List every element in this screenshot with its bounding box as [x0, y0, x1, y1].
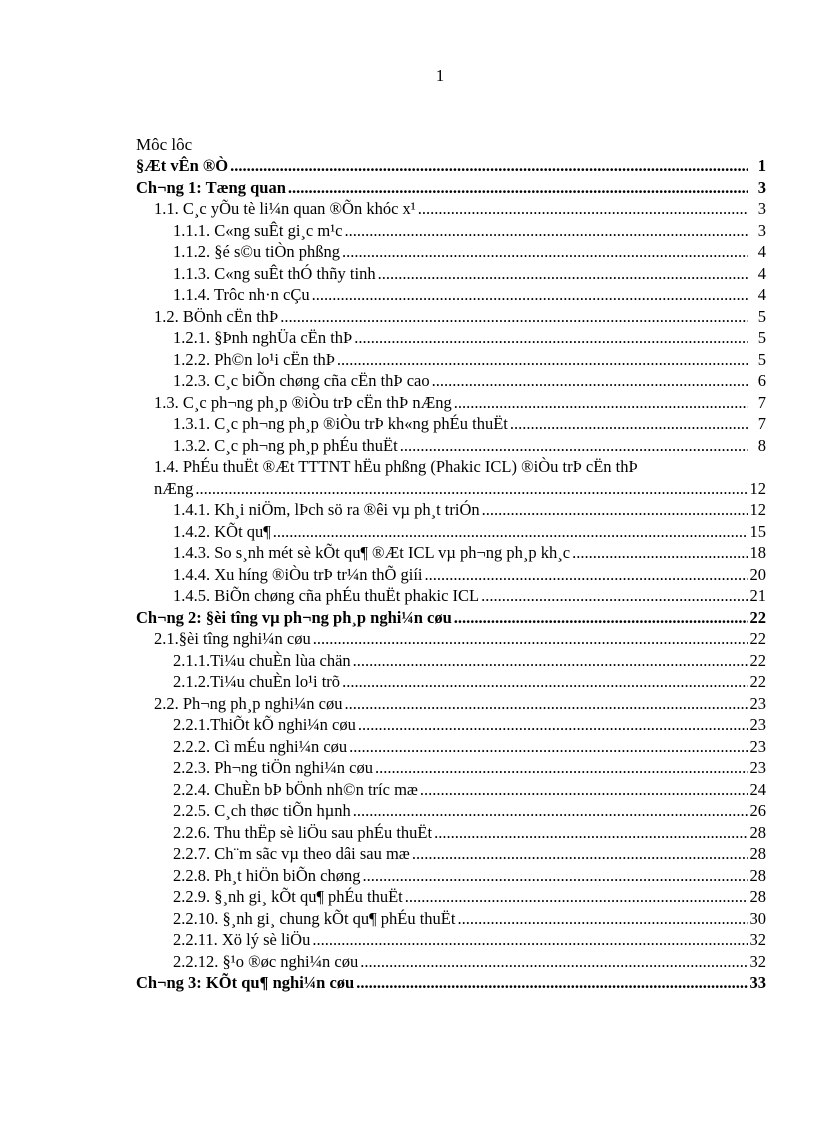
toc-entry-page: 32	[749, 930, 766, 949]
dot-leader	[358, 714, 748, 736]
dot-leader	[400, 435, 748, 457]
toc-entry-page: 1	[757, 156, 766, 175]
dot-leader	[312, 284, 748, 306]
toc-entry-label: 2.2.1.ThiÕt kÕ nghi¼n cøu	[173, 715, 356, 734]
page-number: 1	[435, 66, 445, 85]
toc-entry-page: 12	[749, 478, 766, 498]
toc-entry-label: 2.2.12. §¹o ®øc nghi¼n cøu	[173, 951, 359, 971]
dot-leader	[353, 800, 748, 822]
dot-leader	[313, 628, 748, 650]
dot-leader	[454, 392, 748, 414]
toc-entry[interactable]	[136, 413, 766, 435]
toc-entry-label: 2.2.10. §¸nh gi¸ chung kÕt qu¶ phÉu thuËt	[173, 908, 456, 928]
toc-entry-page: 6	[757, 371, 766, 390]
toc-entry[interactable]	[136, 865, 766, 887]
toc-entry[interactable]	[136, 220, 766, 242]
toc-entry[interactable]	[136, 951, 766, 973]
dot-leader	[481, 585, 747, 607]
toc-entry[interactable]	[136, 241, 766, 263]
dot-leader	[288, 177, 748, 199]
toc-entry[interactable]	[136, 800, 766, 822]
toc-entry-label: 1.3. C¸c ph¬ng ph¸p ®iÒu trÞ cËn thÞ nÆng	[154, 392, 452, 412]
toc-entries	[136, 155, 766, 994]
toc-entry-label: 2.2.3. Ph¬ng tiÖn nghi¼n cøu	[173, 758, 373, 777]
toc-entry-label: 2.1.2.Ti¼u chuÈn lo¹i trõ	[173, 672, 341, 691]
toc-entry[interactable]	[136, 886, 766, 908]
toc-entry-page: 26	[749, 801, 766, 820]
table-of-contents	[136, 134, 766, 994]
toc-entry[interactable]	[136, 263, 766, 285]
toc-entry-label: 2.2.6. Thu thËp sè liÖu sau phÉu thuËt	[173, 822, 433, 842]
toc-entry[interactable]	[136, 177, 766, 199]
dot-leader	[353, 650, 748, 672]
toc-entry-line	[136, 456, 766, 478]
toc-entry-page: 28	[749, 844, 766, 863]
toc-entry-label: 2.2. Ph¬ng ph¸p nghi¼n cøu	[154, 693, 343, 713]
toc-entry-page: 20	[749, 564, 766, 584]
dot-leader	[195, 478, 747, 500]
toc-entry-page: 32	[749, 951, 766, 971]
toc-entry-page: 21	[749, 586, 766, 605]
toc-entry-label: §Æt vÊn ®Ò	[136, 156, 229, 175]
toc-entry-label: 1.3.2. C¸c ph¬ng ph¸p phÉu thuËt	[173, 435, 398, 455]
dot-leader	[344, 220, 748, 242]
toc-entry-label: 2.2.9. §¸nh gi¸ kÕt qu¶ phÉu thuËt	[173, 887, 403, 906]
toc-entry[interactable]	[136, 693, 766, 715]
toc-entry-label: 1.4.1. Kh¸i niÖm, lÞch sö ra ®êi vµ ph¸t triÓn	[173, 500, 480, 519]
toc-entry[interactable]	[136, 585, 766, 607]
toc-entry[interactable]	[136, 607, 766, 629]
toc-entry[interactable]	[136, 650, 766, 672]
toc-entry-label: 1.1.3. C«ng suÊt thÓ thñy tinh	[173, 263, 376, 283]
toc-entry-page: 8	[757, 435, 766, 455]
toc-entry-label: 1.4. PhÉu thuËt ®Æt TTTNT hËu phßng (Phakic ICL) ®iÒu trÞ cËn thÞ	[154, 457, 638, 476]
dot-leader	[337, 349, 748, 371]
toc-entry[interactable]	[136, 628, 766, 650]
toc-entry-page: 22	[749, 629, 766, 648]
toc-entry-label: 2.1.1.Ti¼u chuÈn lùa chän	[173, 650, 351, 670]
dot-leader	[572, 542, 747, 564]
dot-leader	[405, 886, 748, 908]
toc-entry-page: 28	[749, 865, 766, 885]
dot-leader	[356, 972, 747, 994]
dot-leader	[354, 327, 748, 349]
toc-entry[interactable]	[136, 929, 766, 951]
toc-entry[interactable]	[136, 736, 766, 758]
dot-leader	[349, 736, 747, 758]
toc-entry-page: 5	[757, 306, 766, 326]
toc-entry-label: 1.4.5. BiÕn chøng cña phÉu thuËt phakic ICL	[173, 586, 480, 605]
toc-entry-page: 7	[757, 392, 766, 412]
toc-entry-page: 23	[749, 715, 766, 734]
toc-entry-page: 28	[749, 887, 766, 906]
toc-entry-page: 24	[749, 779, 766, 799]
toc-entry-page: 12	[749, 500, 766, 519]
toc-entry-label: 2.2.8. Ph¸t hiÖn biÕn chøng	[173, 865, 361, 885]
toc-entry[interactable]	[136, 198, 766, 220]
toc-entry-label: 2.1.§èi tîng nghi¼n cøu	[154, 629, 311, 648]
toc-title: Môc lôc	[136, 135, 193, 154]
toc-entry-page: 18	[749, 543, 766, 562]
toc-entry-page: 15	[749, 521, 766, 541]
dot-leader	[345, 693, 748, 715]
toc-entry[interactable]	[136, 435, 766, 457]
toc-entry-label: 1.2.2. Ph©n lo¹i cËn thÞ	[173, 349, 335, 369]
toc-entry[interactable]	[136, 757, 766, 779]
toc-entry-label: Ch¬ng 1: Tæng quan	[136, 177, 286, 197]
toc-entry[interactable]	[136, 306, 766, 328]
toc-entry-label: Ch¬ng 2: §èi tîng vµ ph¬ng ph¸p nghi¼n cøu	[136, 607, 452, 627]
toc-entry-page: 33	[749, 973, 766, 992]
toc-entry-page: 23	[749, 693, 766, 713]
toc-entry-page: 30	[749, 908, 766, 928]
dot-leader	[362, 865, 747, 887]
dot-leader	[412, 843, 748, 865]
toc-entry-label: 1.2.1. §Þnh nghÜa cËn thÞ	[173, 328, 353, 347]
toc-entry-page: 22	[749, 607, 766, 627]
toc-entry-label: 2.2.7. Ch¨m sãc vµ theo dâi sau mæ	[173, 844, 410, 863]
toc-entry-label: 1.4.2. KÕt qu¶	[173, 521, 271, 541]
toc-entry-page: 5	[757, 349, 766, 369]
toc-entry[interactable]	[136, 843, 766, 865]
toc-entry-page: 22	[749, 650, 766, 670]
dot-leader	[482, 499, 748, 521]
toc-entry-label: 1.2. BÖnh cËn thÞ	[154, 306, 279, 326]
toc-entry-label: Ch¬ng 3: KÕt qu¶ nghi¼n cøu	[136, 973, 355, 992]
toc-entry-page: 22	[749, 672, 766, 691]
toc-entry[interactable]	[136, 478, 766, 500]
toc-entry-page: 3	[757, 199, 766, 218]
toc-entry-label: 1.1.4. Trôc nh·n cÇu	[173, 285, 310, 304]
dot-leader	[425, 564, 748, 586]
toc-entry[interactable]	[136, 564, 766, 586]
dot-leader	[454, 607, 748, 629]
toc-entry-label: 1.1.2. §é s©u tiÒn phßng	[173, 242, 340, 261]
dot-leader	[230, 155, 748, 177]
dot-leader	[280, 306, 748, 328]
dot-leader	[420, 779, 748, 801]
dot-leader	[510, 413, 748, 435]
toc-entry[interactable]	[136, 392, 766, 414]
toc-entry[interactable]	[136, 349, 766, 371]
dot-leader	[342, 241, 748, 263]
toc-entry-page: 4	[757, 285, 766, 304]
toc-entry-label: 2.2.4. ChuÈn bÞ bÖnh nh©n tríc mæ	[173, 779, 418, 799]
toc-entry[interactable]	[136, 155, 766, 177]
toc-entry[interactable]	[136, 521, 766, 543]
toc-entry-page: 28	[749, 822, 766, 842]
toc-entry-label: 1.1.1. C«ng suÊt gi¸c m¹c	[173, 220, 343, 240]
toc-entry-page: 4	[757, 263, 766, 283]
toc-entry[interactable]	[136, 499, 766, 521]
toc-entry-page: 23	[749, 758, 766, 777]
toc-entry[interactable]	[136, 370, 766, 392]
toc-entry[interactable]	[136, 671, 766, 693]
toc-entry-label: 1.1. C¸c yÕu tè li¼n quan ®Õn khóc x¹	[154, 199, 416, 218]
toc-entry-label-continued: nÆng	[154, 478, 194, 498]
dot-leader	[434, 822, 747, 844]
toc-entry-page: 23	[749, 736, 766, 756]
toc-entry-page: 3	[757, 220, 766, 240]
toc-entry-label: 2.2.2. Cì mÉu nghi¼n cøu	[173, 736, 348, 756]
toc-entry-page: 4	[757, 242, 766, 261]
toc-entry[interactable]	[136, 714, 766, 736]
toc-entry[interactable]	[136, 822, 766, 844]
toc-entry-page: 7	[757, 414, 766, 433]
toc-entry[interactable]	[136, 779, 766, 801]
toc-entry[interactable]	[136, 284, 766, 306]
toc-entry[interactable]	[136, 542, 766, 564]
toc-entry-label: 2.2.5. C¸ch thøc tiÕn hµnh	[173, 801, 351, 820]
dot-leader	[273, 521, 748, 543]
dot-leader	[375, 757, 748, 779]
toc-entry-label: 1.3.1. C¸c ph¬ng ph¸p ®iÒu trÞ kh«ng phÉu thuËt	[173, 414, 508, 433]
toc-entry-page: 5	[757, 328, 766, 347]
dot-leader	[432, 370, 748, 392]
dot-leader	[378, 263, 748, 285]
toc-entry-label: 1.4.3. So s¸nh mét sè kÕt qu¶ ®Æt ICL vµ ph¬ng ph¸p kh¸c	[173, 543, 571, 562]
toc-entry-label: 1.2.3. C¸c biÕn chøng cña cËn thÞ cao	[173, 371, 430, 390]
dot-leader	[342, 671, 747, 693]
toc-entry-label: 1.4.4. Xu híng ®iÒu trÞ tr¼n thÕ giíi	[173, 564, 423, 584]
toc-entry[interactable]	[136, 908, 766, 930]
dot-leader	[457, 908, 747, 930]
toc-entry[interactable]	[136, 972, 766, 994]
toc-entry-page: 3	[757, 177, 766, 197]
dot-leader	[312, 929, 747, 951]
dot-leader	[418, 198, 748, 220]
toc-entry-label: 2.2.11. Xö lý sè liÖu	[173, 930, 311, 949]
dot-leader	[360, 951, 747, 973]
toc-entry[interactable]	[136, 327, 766, 349]
